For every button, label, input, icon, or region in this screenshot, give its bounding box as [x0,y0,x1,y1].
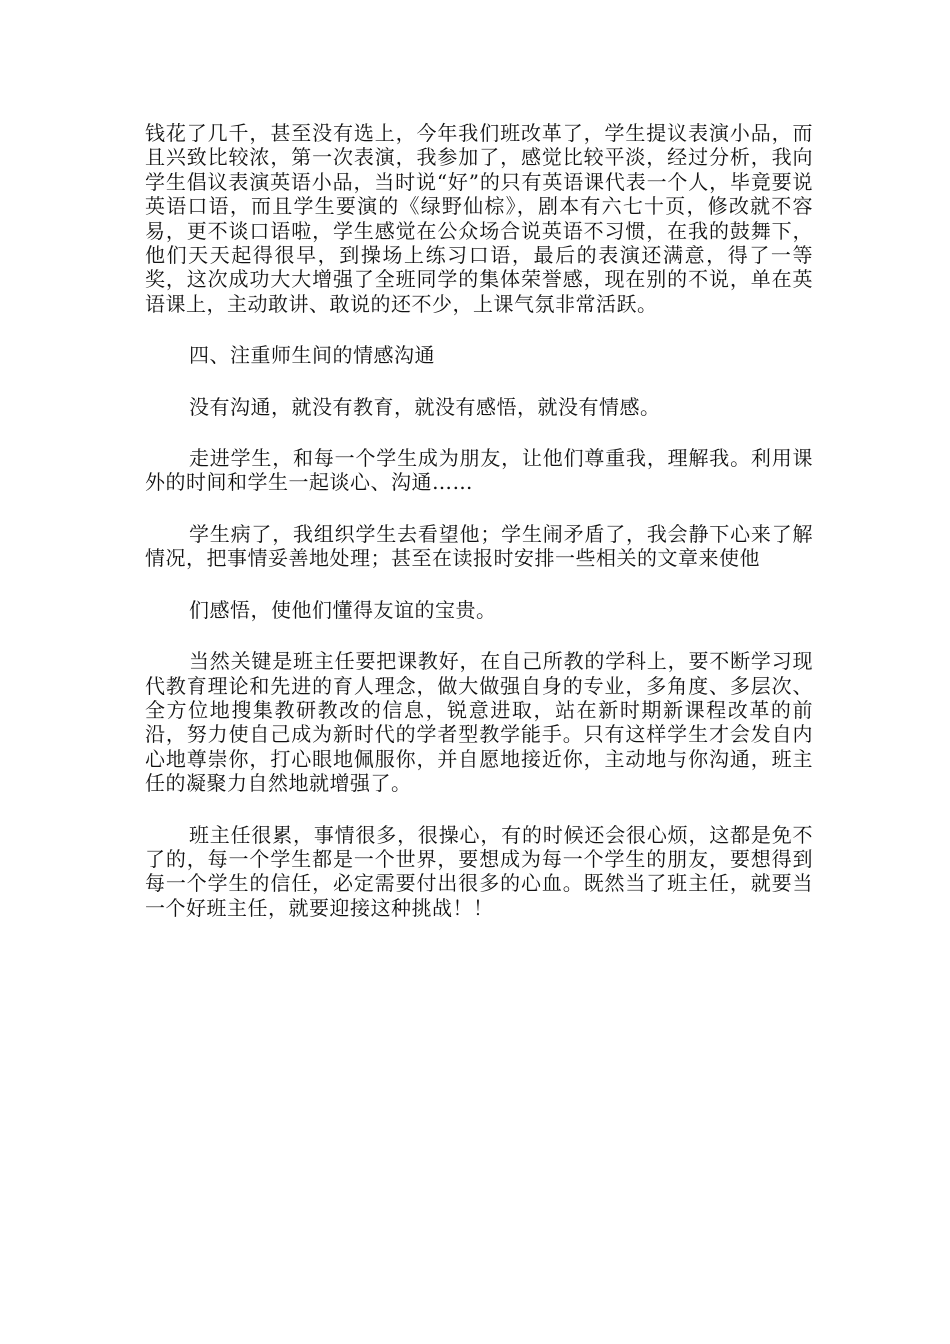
section-heading: 四、注重师生间的情感沟通 [189,343,435,368]
document-page [145,121,813,920]
paragraph: 们感悟，使他们懂得友谊的宝贵。 [189,597,497,622]
paragraph: 走进学生，和每一个学生成为朋友，让他们尊重我，理解我。利用课外的时间和学生一起谈心、沟通…… [145,446,813,495]
paragraph: 没有沟通，就没有教育，就没有感悟，就没有情感。 [189,394,661,419]
paragraph: 学生病了，我组织学生去看望他；学生闹矛盾了，我会静下心来了解情况，把事情妥善地处理；甚至在读报时安排一些相关的文章来使他 [145,521,813,571]
paragraph-continued: 钱花了几千，甚至没有选上，今年我们班改革了，学生提议表演小品，而且兴致比较浓，第一次表演，我参加了，感觉比较平淡，经过分析，我向学生倡议表演英语小品，当时说“好”的只有英语课代表一个人，毕竟要说英语口语，而且学生要演的《绿野仙棕》，剧本有六七十页，修改就不容易，更不谈口语啦，学生感觉在公众场合说英语不习惯，在我的鼓舞下，他们天天起得很早，到操场上练习口语，最后的表演还满意，得了一等奖，这次成功大大增强了全班同学的集体荣誉感，现在别的不说，单在英语课上，主动敢讲、敢说的还不少，上课气氛非常活跃。 [145,121,813,316]
paragraph: 班主任很累，事情很多，很操心，有的时候还会很心烦，这都是免不了的，每一个学生都是一个世界，要想成为每一个学生的朋友，要想得到每一个学生的信任，必定需要付出很多的心血。既然当了班主任，就要当一个好班主任，就要迎接这种挑战！！ [145,822,813,920]
paragraph: 当然关键是班主任要把课教好，在自己所教的学科上，要不断学习现代教育理论和先进的育人理念，做大做强自身的专业，多角度、多层次、全方位地搜集教研教改的信息，锐意进取，站在新时期新课程改革的前沿，努力使自己成为新时代的学者型教学能手。只有这样学生才会发自内心地尊崇你，打心眼地佩服你，并自愿地接近你，主动地与你沟通，班主任的凝聚力自然地就增强了。 [145,649,813,796]
